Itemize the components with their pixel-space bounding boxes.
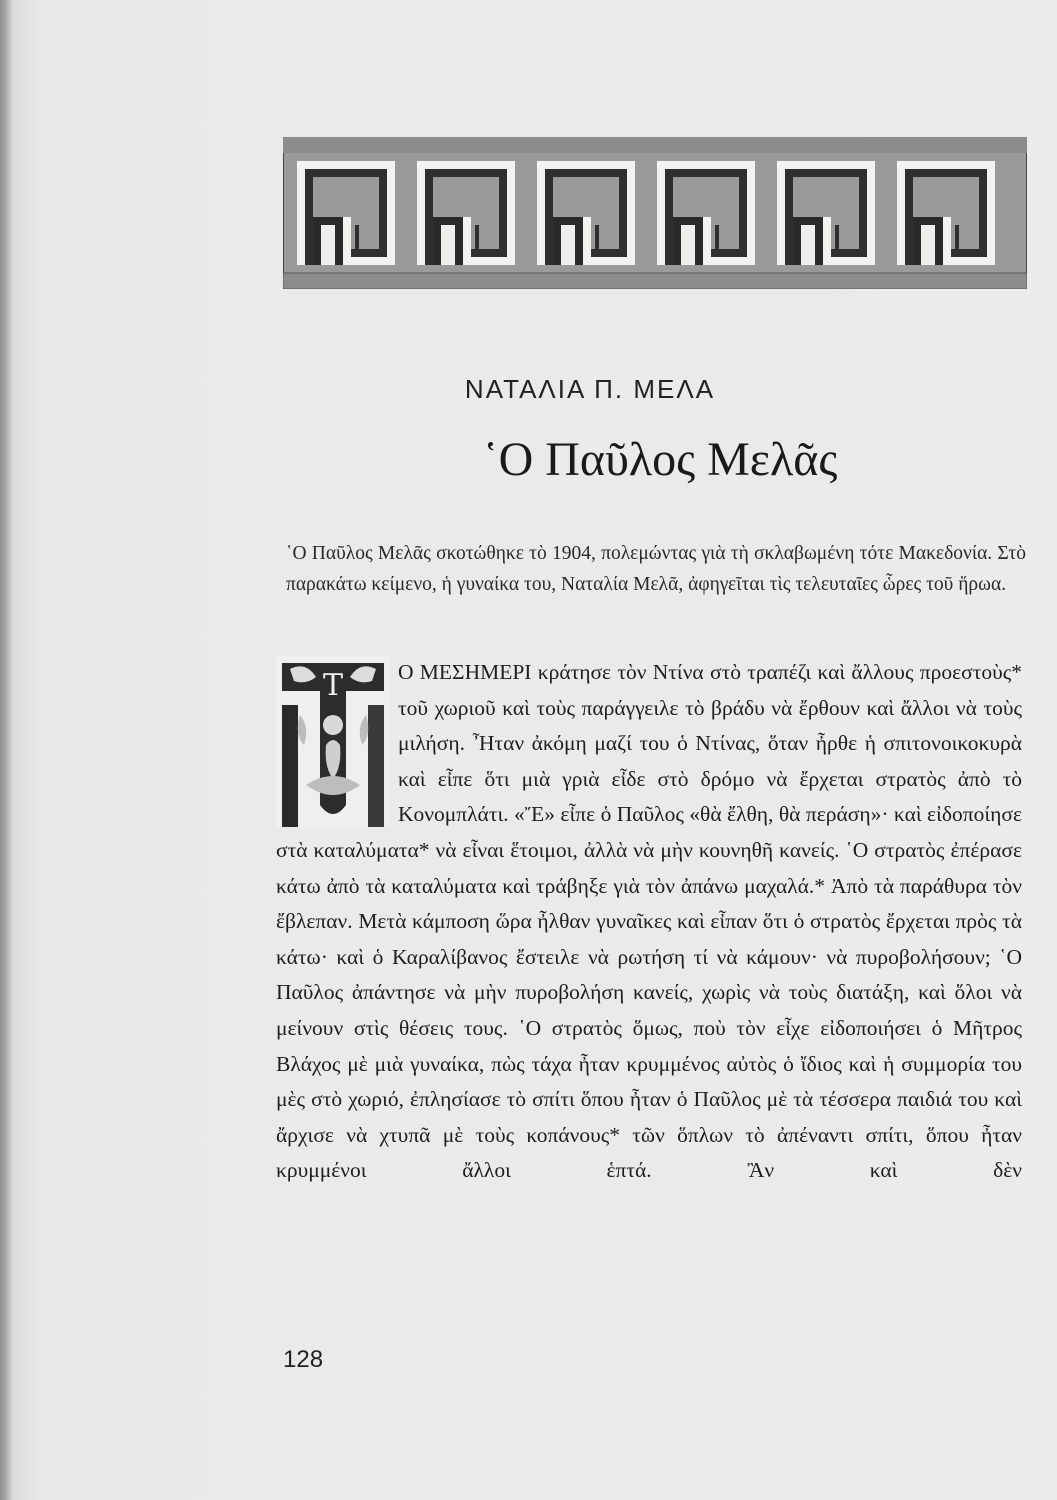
author-name: ΝΑΤΑΛΙΑ Π. ΜΕΛΑ — [464, 374, 716, 404]
body-text — [276, 655, 1022, 1189]
page-number: 128 — [283, 1346, 324, 1373]
ornamental-initial-letter-icon — [276, 655, 390, 827]
intro-paragraph: ῾Ο Παῦλος Μελᾶς σκοτώθηκε τὸ 1904, πολεμώντας γιὰ τὴ σκλαβωμένη τότε Μακεδονία. Στὸ παρακάτω κείμενο, ἡ γυναίκα του, Ναταλία Μελᾶ, ἀφηγεῖται τὶς τελευταῖες ὧρες τοῦ ἥρωα. — [286, 543, 1026, 595]
greek-key-meander-band-icon — [283, 137, 1027, 289]
article-title: ῾Ο Παῦλος Μελᾶς — [482, 433, 838, 486]
svg-text:Τ: Τ — [322, 668, 344, 703]
body-paragraph: Ο ΜΕΣΗΜΕΡΙ κράτησε τὸν Ντίνα στὸ τραπέζι καὶ ἄλλους προεστοὺς* τοῦ χωριοῦ καὶ τοὺς παράγγειλε τὸ βράδυ νὰ ἔρθουν καὶ ἄλλοι νὰ τοὺς μιλήση. Ἦταν ἀκόμη μαζί του ὁ Ντίνας, ὅταν ἦρθε ἡ σπιτονοικοκυρὰ καὶ εἶπε ὅτι μιὰ γριὰ εἶδε στὸ δρόμο νὰ ἔρχεται στρατὸς ἀπὸ τὸ Κονομπλάτι. «Ἔ» εἶπε ὁ Παῦλος «θὰ ἔλθη, θὰ περάση»· καὶ εἰδοποίησε στὰ καταλύματα* νὰ εἶναι ἕτοιμοι, ἀλλὰ νὰ μὴν κουνηθῆ κανείς. ῾Ο στρατὸς ἐπέρασε κάτω ἀπὸ τὰ καταλύματα καὶ τράβηξε γιὰ τὸν ἀπάνω μαχαλά.* Ἀπὸ τὰ παράθυρα τὸν ἔβλεπαν. Μετὰ κάμποση ὥρα ἦλθαν γυναῖκες καὶ εἶπαν ὅτι ὁ στρατὸς ἔρχεται πρὸς τὰ κάτω· καὶ ὁ Καραλίβανος ἔστειλε νὰ ρωτήση τί νὰ κάμουν· νὰ πυροβολήσουν; ῾Ο Παῦλος ἀπάντησε νὰ μὴν πυροβολήση κανείς, χωρὶς νὰ τοὺς διατάξη, καὶ ὅλοι νὰ μείνουν στὶς θέσεις τους. ῾Ο στρατὸς ὅμως, ποὺ τὸν εἶχε εἰδοποιήσει ὁ Μῆτρος Βλάχος μὲ μιὰ γυναίκα, πὼς τάχα ἦταν κρυμμένος αὐτὸς ὁ ἴδιος καὶ ἡ συμμορία του μὲς στὸ χωριό, ἐπλησίασε τὸ σπίτι ὅπου ἦταν ὁ Παῦλος μὲ τὰ τέσσερα παιδιά του καὶ ἄρχισε νὰ χτυπᾶ μὲ τοὺς κοπάνους* τῶν ὅπλων τὸ ἀπέναντι σπίτι, ὅπου ἦταν κρυμμένοι ἄλλοι ἑπτά. Ἂν καὶ δὲν — [276, 660, 1022, 1183]
page-edge-shadow — [0, 0, 12, 1500]
